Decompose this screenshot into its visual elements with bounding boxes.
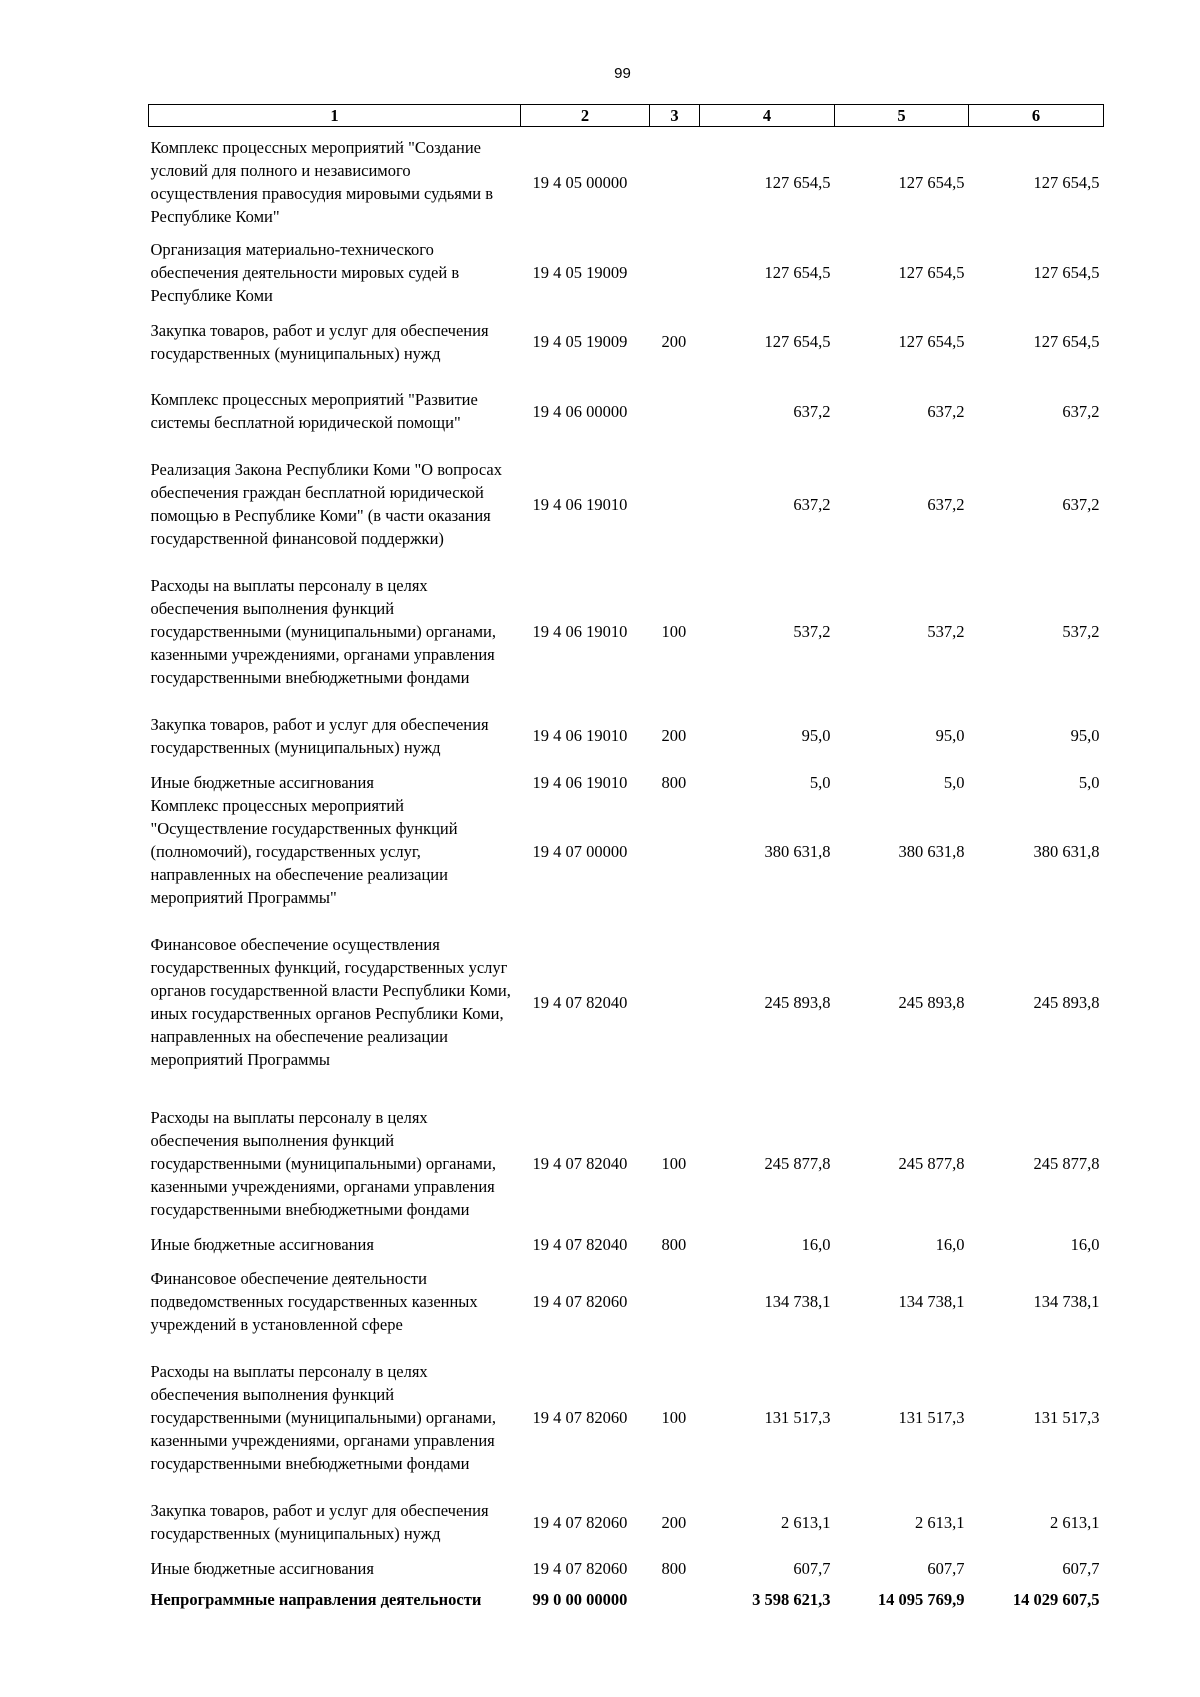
row-value-5: 537,2 xyxy=(927,622,965,641)
row-type xyxy=(650,910,700,1095)
table-row xyxy=(149,127,1104,238)
row-type xyxy=(650,1256,700,1348)
table-row xyxy=(149,1348,1104,1488)
table-row xyxy=(149,446,1104,563)
row-value-6: 245 893,8 xyxy=(1033,992,1100,1012)
row-value-6: 607,7 xyxy=(1062,1558,1100,1578)
column-header: 2 xyxy=(521,105,650,127)
row-value-6: 380 631,8 xyxy=(1033,842,1100,861)
table-row xyxy=(149,794,1104,910)
row-value-4: 637,2 xyxy=(793,494,831,514)
table-row xyxy=(149,1256,1104,1348)
row-name: Иные бюджетные ассигнования xyxy=(150,1234,374,1254)
row-value-5: 134 738,1 xyxy=(898,1292,965,1311)
row-value-5: 637,2 xyxy=(927,401,965,421)
table-header xyxy=(149,105,1104,127)
row-value-5: 127 654,5 xyxy=(898,172,965,192)
row-value-6: 245 877,8 xyxy=(1033,1154,1100,1173)
row-value-6: 127 654,5 xyxy=(1033,332,1100,351)
total-value-5: 14 095 769,9 xyxy=(877,1590,965,1609)
row-code: 19 4 07 82060 xyxy=(532,1292,628,1311)
row-type: 200 xyxy=(661,726,687,745)
row-value-4: 127 654,5 xyxy=(764,172,831,192)
total-name: Непрограммные направления деятельности xyxy=(150,1590,482,1609)
table-row xyxy=(149,1095,1104,1233)
row-type: 100 xyxy=(661,1408,687,1427)
row-code: 19 4 05 19009 xyxy=(532,332,628,351)
row-value-4: 380 631,8 xyxy=(764,842,831,861)
row-value-6: 5,0 xyxy=(1078,772,1100,792)
row-value-6: 637,2 xyxy=(1062,401,1100,421)
total-value-4: 3 598 621,3 xyxy=(752,1590,831,1609)
row-code: 19 4 07 82040 xyxy=(532,1234,628,1254)
row-value-4: 245 893,8 xyxy=(764,992,831,1012)
row-name: Расходы на выплаты персоналу в целях обеспечения выполнения функций государственными (муниципальными) органами, казенными учреждениями, органами управления государственными внебюджетными фондами xyxy=(150,1362,497,1473)
row-name: Финансовое обеспечение осуществления государственных функций, государственных услуг органов государственной власти Республики Коми, иных государственных органов Республики Коми, направленных на обеспечение реализации мероприятий Программы xyxy=(150,935,511,1069)
row-value-6: 2 613,1 xyxy=(1050,1512,1100,1532)
row-code: 19 4 05 19009 xyxy=(532,262,628,282)
row-value-5: 131 517,3 xyxy=(898,1408,965,1427)
total-row xyxy=(149,1580,1104,1614)
row-type: 100 xyxy=(661,1154,687,1173)
row-name: Реализация Закона Республики Коми "О вопросах обеспечения граждан бесплатной юридической помощью в Республике Коми" (в части оказания государственной финансовой поддержки) xyxy=(150,460,502,548)
header-row xyxy=(149,105,1104,127)
table-row xyxy=(149,771,1104,794)
row-type: 100 xyxy=(661,622,687,641)
row-value-4: 5,0 xyxy=(809,772,831,792)
row-value-4: 16,0 xyxy=(801,1234,831,1254)
row-type xyxy=(650,794,700,910)
row-value-5: 380 631,8 xyxy=(898,842,965,861)
row-name: Расходы на выплаты персоналу в целях обеспечения выполнения функций государственными (муниципальными) органами, казенными учреждениями, органами управления государственными внебюджетными фондами xyxy=(150,576,497,687)
column-header: 5 xyxy=(835,105,969,127)
row-value-5: 245 893,8 xyxy=(898,992,965,1012)
row-name: Организация материально-технического обеспечения деятельности мировых судей в Республике Коми xyxy=(150,239,460,305)
row-value-6: 16,0 xyxy=(1070,1234,1100,1254)
budget-table xyxy=(148,104,1104,1614)
row-value-6: 134 738,1 xyxy=(1033,1292,1100,1311)
table-row xyxy=(149,1557,1104,1580)
row-type xyxy=(650,238,700,307)
table-body xyxy=(149,127,1104,1614)
table-row xyxy=(149,701,1104,771)
row-value-4: 637,2 xyxy=(793,401,831,421)
row-value-6: 127 654,5 xyxy=(1033,262,1100,282)
row-code: 19 4 05 00000 xyxy=(532,172,628,192)
row-value-4: 127 654,5 xyxy=(764,262,831,282)
row-type xyxy=(650,446,700,563)
column-header: 1 xyxy=(149,105,521,127)
row-type xyxy=(650,127,700,238)
total-type xyxy=(650,1580,700,1614)
row-type: 800 xyxy=(661,1234,687,1254)
total-value-6: 14 029 607,5 xyxy=(1012,1590,1100,1609)
row-type: 200 xyxy=(661,1512,687,1532)
row-type: 200 xyxy=(661,332,687,351)
row-name: Комплекс процессных мероприятий "Развитие системы бесплатной юридической помощи" xyxy=(150,390,478,432)
row-name: Иные бюджетные ассигнования xyxy=(150,1558,374,1578)
row-value-5: 5,0 xyxy=(943,772,965,792)
row-code: 19 4 07 82060 xyxy=(532,1558,628,1578)
table-row xyxy=(149,307,1104,377)
row-name: Иные бюджетные ассигнования xyxy=(150,772,374,792)
row-value-5: 2 613,1 xyxy=(915,1512,965,1532)
table-row xyxy=(149,238,1104,307)
row-code: 19 4 06 19010 xyxy=(532,622,628,641)
row-code: 19 4 07 82060 xyxy=(532,1408,628,1427)
table-row xyxy=(149,1233,1104,1256)
row-value-5: 245 877,8 xyxy=(898,1154,965,1173)
row-value-6: 131 517,3 xyxy=(1033,1408,1100,1427)
column-header: 3 xyxy=(650,105,700,127)
row-value-5: 127 654,5 xyxy=(898,262,965,282)
row-value-4: 131 517,3 xyxy=(764,1408,831,1427)
table-row xyxy=(149,563,1104,701)
row-value-5: 607,7 xyxy=(927,1558,965,1578)
row-code: 19 4 06 00000 xyxy=(532,401,628,421)
row-value-4: 95,0 xyxy=(801,726,831,745)
column-header: 6 xyxy=(969,105,1104,127)
row-type: 800 xyxy=(661,772,687,792)
row-value-6: 637,2 xyxy=(1062,494,1100,514)
row-name: Закупка товаров, работ и услуг для обеспечения государственных (муниципальных) нужд xyxy=(150,1501,489,1543)
row-name: Комплекс процессных мероприятий "Осуществление государственных функций (полномочий), государственных услуг, направленных на обеспечение реализации мероприятий Программы" xyxy=(150,796,458,907)
row-value-4: 2 613,1 xyxy=(781,1512,831,1532)
total-code: 99 0 00 00000 xyxy=(532,1590,628,1609)
row-value-6: 127 654,5 xyxy=(1033,172,1100,192)
table-row xyxy=(149,910,1104,1095)
row-name: Финансовое обеспечение деятельности подведомственных государственных казенных учреждений в установленной сфере xyxy=(150,1269,478,1334)
table-row xyxy=(149,377,1104,446)
row-type xyxy=(650,377,700,446)
row-value-5: 95,0 xyxy=(935,726,965,745)
column-header: 4 xyxy=(700,105,835,127)
page-number: 99 xyxy=(614,65,631,82)
row-value-5: 16,0 xyxy=(935,1234,965,1254)
row-code: 19 4 07 00000 xyxy=(532,842,628,861)
row-value-4: 537,2 xyxy=(793,622,831,641)
row-code: 19 4 06 19010 xyxy=(532,726,628,745)
row-type: 800 xyxy=(661,1558,687,1578)
row-value-4: 127 654,5 xyxy=(764,332,831,351)
row-name: Закупка товаров, работ и услуг для обеспечения государственных (муниципальных) нужд xyxy=(150,714,489,757)
row-code: 19 4 06 19010 xyxy=(532,494,628,514)
row-value-6: 95,0 xyxy=(1070,726,1100,745)
row-value-4: 245 877,8 xyxy=(764,1154,831,1173)
row-code: 19 4 06 19010 xyxy=(532,772,628,792)
row-code: 19 4 07 82040 xyxy=(532,1154,628,1173)
row-name: Расходы на выплаты персоналу в целях обеспечения выполнения функций государственными (муниципальными) органами, казенными учреждениями, органами управления государственными внебюджетными фондами xyxy=(150,1108,497,1219)
row-name: Комплекс процессных мероприятий "Создание условий для полного и независимого осуществления правосудия мировыми судьями в Республике Коми" xyxy=(150,138,494,227)
row-code: 19 4 07 82060 xyxy=(532,1512,628,1532)
row-value-6: 537,2 xyxy=(1062,622,1100,641)
row-value-5: 127 654,5 xyxy=(898,332,965,351)
table-row xyxy=(149,1488,1104,1557)
row-code: 19 4 07 82040 xyxy=(532,992,628,1012)
row-name: Закупка товаров, работ и услуг для обеспечения государственных (муниципальных) нужд xyxy=(150,320,489,363)
row-value-4: 134 738,1 xyxy=(764,1292,831,1311)
row-value-5: 637,2 xyxy=(927,494,965,514)
row-value-4: 607,7 xyxy=(793,1558,831,1578)
